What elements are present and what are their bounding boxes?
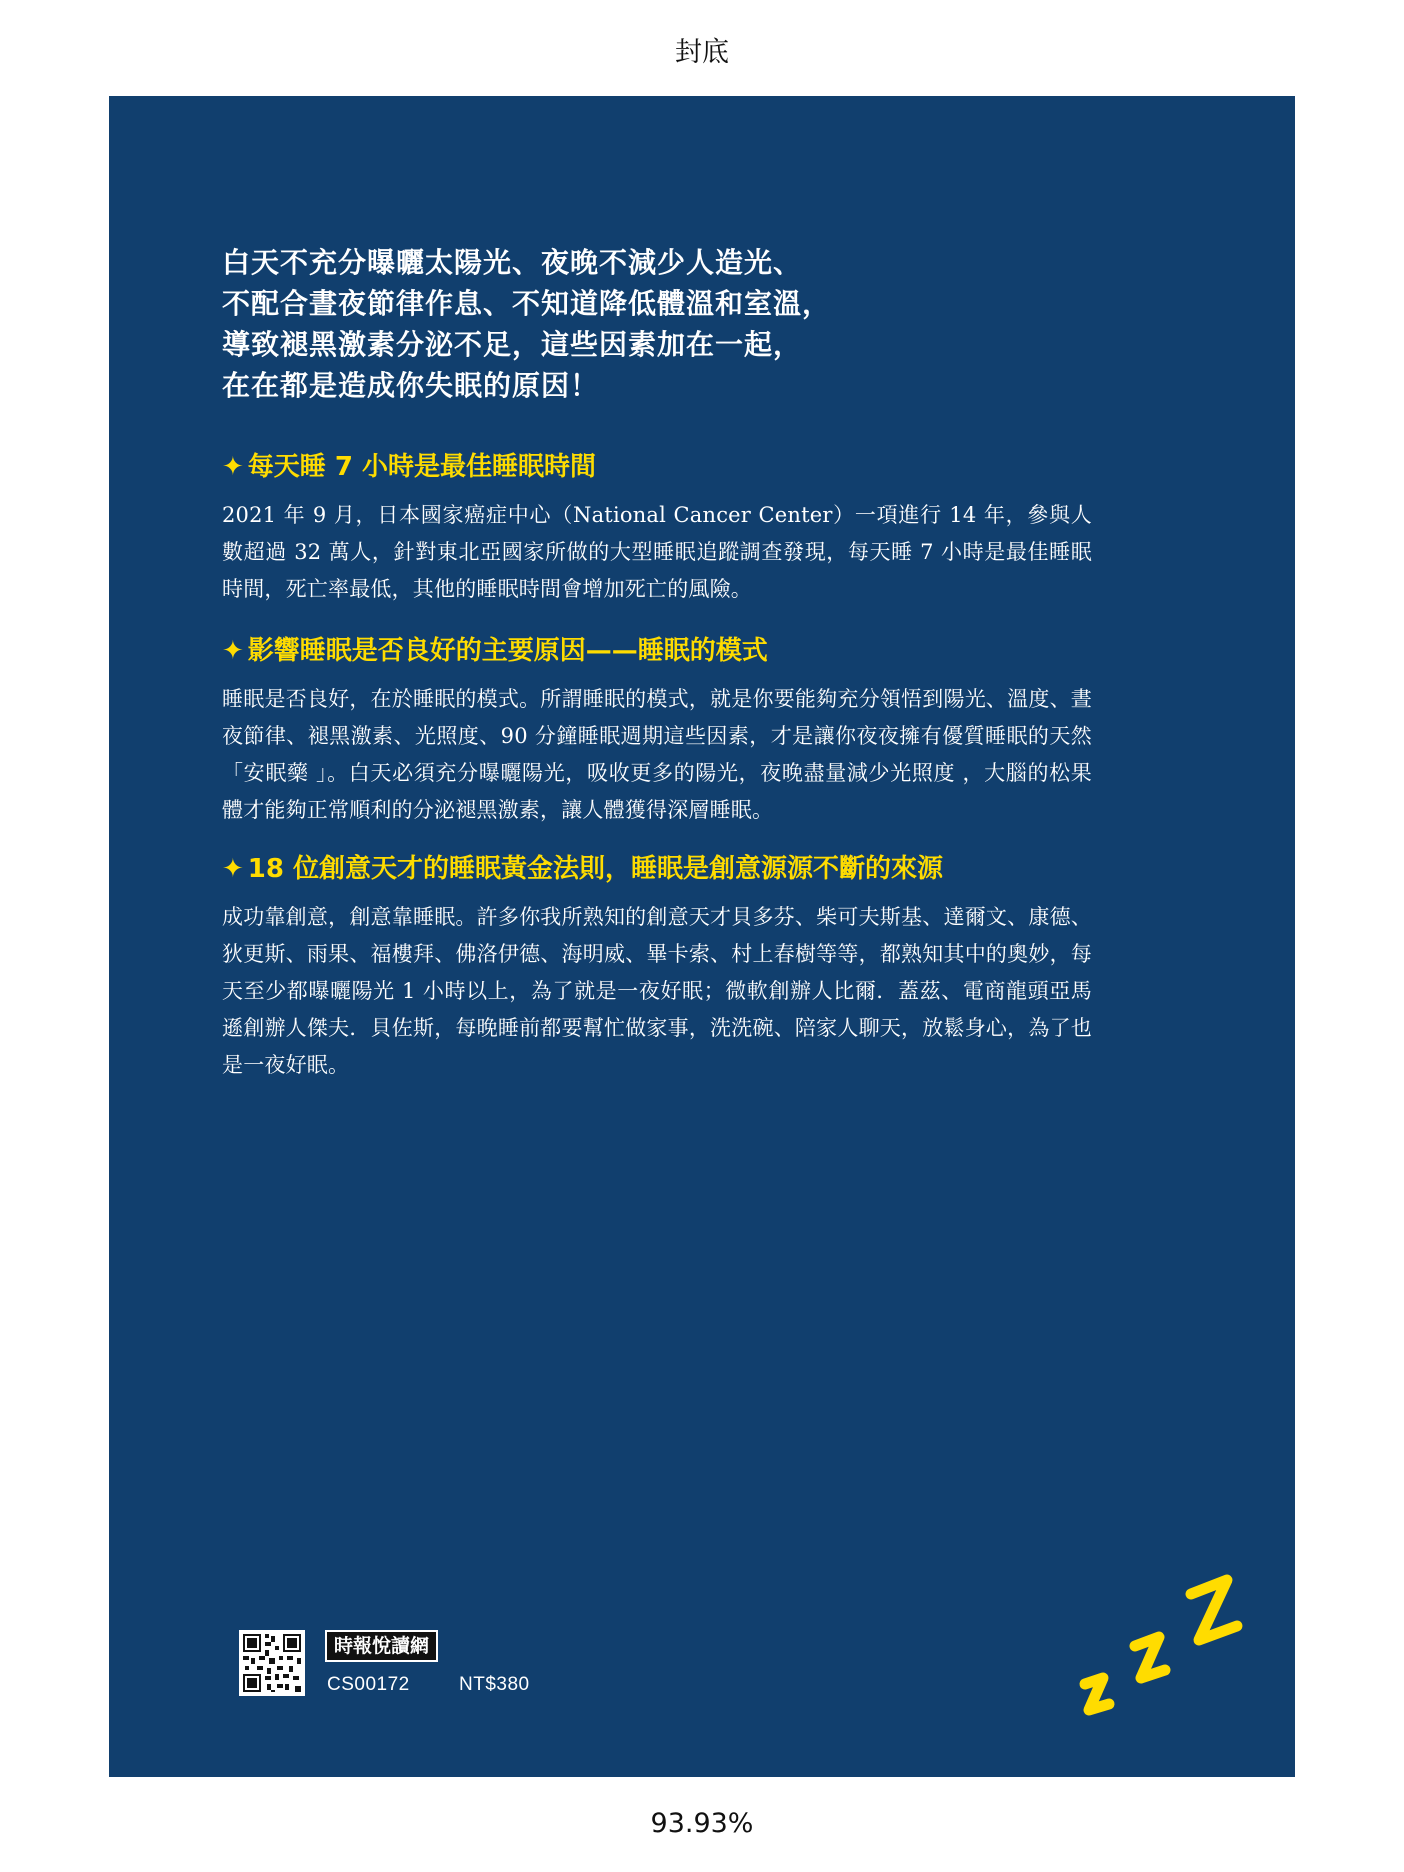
section-heading-text: 影響睡眠是否良好的主要原因——睡眠的模式 bbox=[247, 636, 768, 666]
zzz-sleep-icon bbox=[1059, 1506, 1279, 1736]
back-cover bbox=[109, 96, 1295, 1777]
intro-line: 在在都是造成你失眠的原因！ bbox=[222, 369, 600, 402]
section-body: 睡眠是否良好，在於睡眠的模式。所謂睡眠的模式，就是你要能夠充分領悟到陽光、溫度、晝夜節律、褪黑激素、光照度、90 分鐘睡眠週期這些因素，才是讓你夜夜擁有優質睡眠的天然「安眠藥 」。白天必須充分曝曬陽光，吸收更多的陽光，夜晚盡量減少光照度 ，大腦的松果體才能夠正常順利的分泌褪黑激素，讓人體獲得深層睡眠。 bbox=[222, 687, 1092, 822]
qr-code-icon bbox=[239, 1630, 305, 1696]
section-heading bbox=[222, 848, 1092, 885]
zoom-percentage: 93.93% bbox=[650, 1808, 754, 1839]
price-label: NT$380 bbox=[459, 1674, 530, 1695]
section-heading bbox=[222, 630, 1092, 667]
intro-line: 白天不充分曝曬太陽光、夜晚不減少人造光、 bbox=[222, 246, 803, 279]
section-heading-text: 每天睡 7 小時是最佳睡眠時間 bbox=[247, 452, 596, 482]
section-heading bbox=[222, 446, 1092, 483]
publisher-logo: 時報悅讀網 bbox=[325, 1630, 438, 1662]
intro-line: 導致褪黑激素分泌不足，這些因素加在一起， bbox=[222, 328, 803, 361]
intro-line: 不配合晝夜節律作息、不知道降低體溫和室溫， bbox=[222, 287, 832, 320]
section-body: 成功靠創意，創意靠睡眠。許多你我所熟知的創意天才貝多芬、柴可夫斯基、達爾文、康德、狄更斯、雨果、福樓拜、佛洛伊德、海明威、畢卡索、村上春樹等等，都熟知其中的奧妙，每天至少都曝曬陽光 1 小時以上，為了就是一夜好眠；微軟創辦人比爾．蓋茲、電商龍頭亞馬遜創辦人傑夫．貝佐斯，每晚睡前都要幫忙做家事，洗洗碗、陪家人聊天，放鬆身心，為了也是一夜好眠。 bbox=[222, 905, 1092, 1077]
section-sleep-pattern bbox=[222, 630, 1092, 829]
product-code: CS00172 bbox=[327, 1674, 410, 1695]
sparkle-star-icon: ✦ bbox=[222, 854, 244, 884]
section-best-sleep-time bbox=[222, 446, 1092, 608]
sparkle-star-icon: ✦ bbox=[222, 636, 244, 666]
intro-text bbox=[222, 242, 1122, 406]
section-heading-text: 18 位創意天才的睡眠黃金法則，睡眠是創意源源不斷的來源 bbox=[247, 854, 944, 884]
section-creative-geniuses bbox=[222, 848, 1092, 1084]
page-title: 封底 bbox=[675, 37, 729, 68]
section-body: 2021 年 9 月，日本國家癌症中心（National Cancer Center）一項進行 14 年，參與人數超過 32 萬人，針對東北亞國家所做的大型睡眠追蹤調查發現，每天睡 7 小時是最佳睡眠時間，死亡率最低，其他的睡眠時間會增加死亡的風險。 bbox=[222, 503, 1092, 601]
sparkle-star-icon: ✦ bbox=[222, 452, 244, 482]
